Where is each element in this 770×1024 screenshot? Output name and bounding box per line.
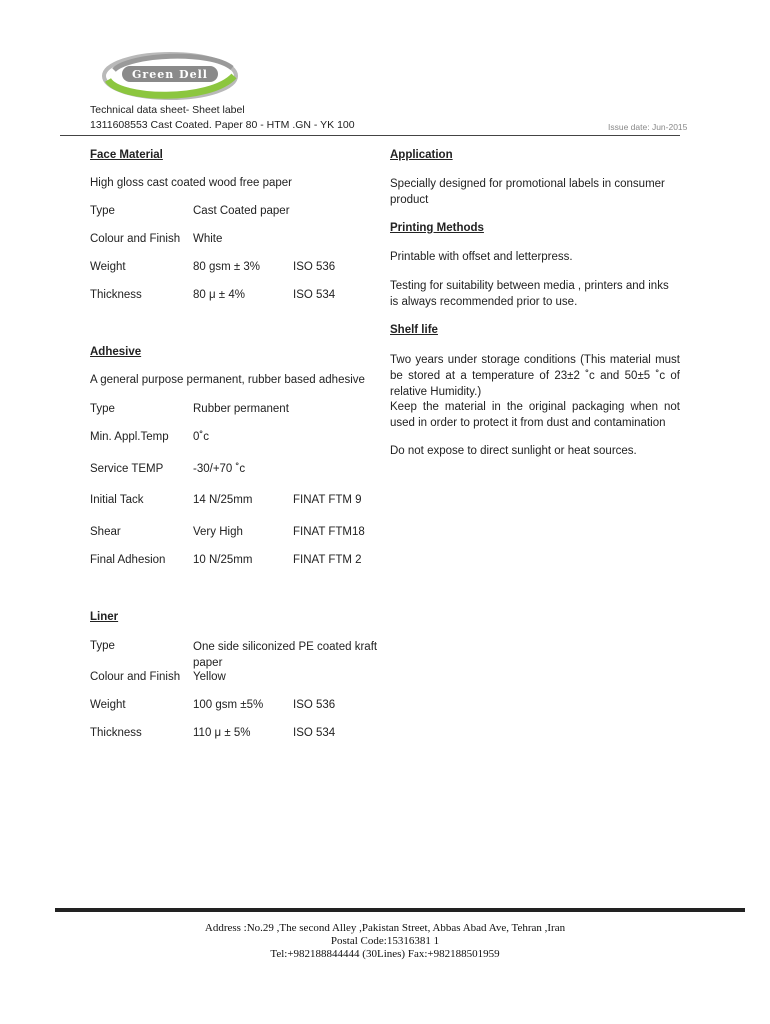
shelf-life-packaging: Keep the material in the original packaging when not used in order to protect it from dust and contamination <box>390 401 680 429</box>
liner-weight-label: Weight <box>90 699 126 711</box>
liner-weight-standard: ISO 536 <box>293 699 336 711</box>
printing-testing-text: Testing for suitability between media , printers and inks is always recommended prior to use. <box>390 280 669 308</box>
header-divider <box>60 135 680 136</box>
shear-label: Shear <box>90 526 121 538</box>
document-title: Technical data sheet- Sheet label <box>90 104 245 116</box>
min-appl-temp-value: 0˚c <box>193 431 209 443</box>
adhesive-description: A general purpose permanent, rubber based adhesive <box>90 374 365 386</box>
final-adhesion-standard: FINAT FTM 2 <box>293 554 362 566</box>
liner-colour-value: Yellow <box>193 671 226 683</box>
liner-thickness-standard: ISO 534 <box>293 727 336 739</box>
liner-weight-value: 100 gsm ±5% <box>193 699 264 711</box>
face-thickness-value: 80 μ ± 4% <box>193 289 245 301</box>
shear-value: Very High <box>193 526 243 538</box>
company-logo <box>100 50 240 102</box>
initial-tack-standard: FINAT FTM 9 <box>293 494 362 506</box>
liner-thickness-value: 110 μ ± 5% <box>193 727 251 739</box>
face-thickness-label: Thickness <box>90 289 142 301</box>
application-heading: Application <box>390 149 453 161</box>
face-material-description: High gloss cast coated wood free paper <box>90 177 293 189</box>
shelf-life-sunlight: Do not expose to direct sunlight or heat sources. <box>390 445 637 457</box>
adhesive-type-value: Rubber permanent <box>193 403 289 415</box>
footer-phone: Tel:+982188844444 (30Lines) Fax:+982188501959 <box>270 948 500 960</box>
shelf-life-storage: Two years under storage conditions (This material must be stored at a temperature of 23±2 ˚c and 50±5 ˚c of relative Humidity.) <box>390 354 680 398</box>
adhesive-type-label: Type <box>90 403 115 415</box>
face-thickness-standard: ISO 534 <box>293 289 336 301</box>
footer-divider <box>55 908 745 912</box>
face-material-heading: Face Material <box>90 149 163 161</box>
final-adhesion-label: Final Adhesion <box>90 554 166 566</box>
face-colour-label: Colour and Finish <box>90 233 181 245</box>
initial-tack-label: Initial Tack <box>90 494 144 506</box>
footer-address: Address :No.29 ,The second Alley ,Pakistan Street, Abbas Abad Ave, Tehran ,Iran <box>204 922 566 934</box>
logo-text: Green Dell <box>132 68 208 81</box>
footer-postal-code: Postal Code:15316381 1 <box>330 935 440 947</box>
liner-thickness-label: Thickness <box>90 727 142 739</box>
liner-colour-label: Colour and Finish <box>90 671 181 683</box>
application-text: Specially designed for promotional labels in consumer product <box>390 178 665 206</box>
min-appl-temp-label: Min. Appl.Temp <box>90 431 169 443</box>
product-code: 1311608553 Cast Coated. Paper 80 - HTM .GN - YK 100 <box>90 119 355 131</box>
face-type-value: Cast Coated paper <box>193 205 290 217</box>
face-colour-value: White <box>193 233 223 245</box>
adhesive-heading: Adhesive <box>90 346 142 358</box>
liner-type-value: One side siliconized PE coated kraft paper <box>193 641 378 669</box>
printing-methods-text: Printable with offset and letterpress. <box>390 251 573 263</box>
face-weight-value: 80 gsm ± 3% <box>193 261 261 273</box>
face-weight-label: Weight <box>90 261 126 273</box>
service-temp-value: -30/+70 ˚c <box>193 463 246 475</box>
final-adhesion-value: 10 N/25mm <box>193 554 253 566</box>
service-temp-label: Service TEMP <box>90 463 164 475</box>
face-type-label: Type <box>90 205 115 217</box>
printing-methods-heading: Printing Methods <box>390 222 484 234</box>
issue-date: Issue date: Jun-2015 <box>608 122 688 132</box>
face-weight-standard: ISO 536 <box>293 261 336 273</box>
shelf-life-heading: Shelf life <box>390 324 438 336</box>
liner-heading: Liner <box>90 611 119 623</box>
initial-tack-value: 14 N/25mm <box>193 494 253 506</box>
liner-type-label: Type <box>90 640 115 652</box>
shear-standard: FINAT FTM18 <box>293 526 365 538</box>
